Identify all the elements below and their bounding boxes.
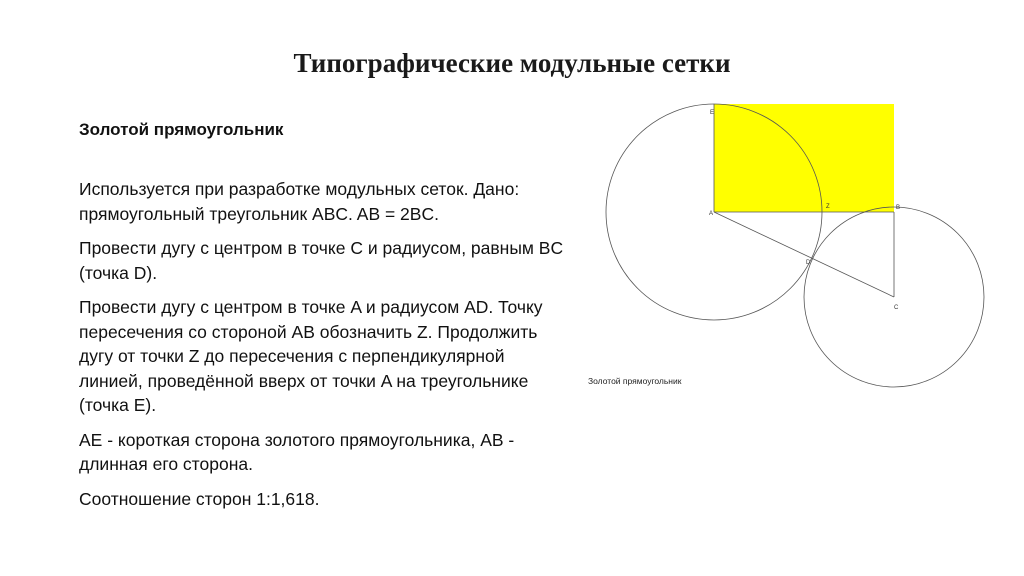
paragraph-sides: AE - короткая сторона золотого прямоугольника, AB - длинная его сторона. — [79, 429, 515, 474]
label-point-a: A — [709, 211, 714, 217]
paragraph-step-d: Провести дугу с центром в точке С и радиусом, равным BC (точка D). — [79, 238, 564, 283]
slide-title: Типографические модульные сетки — [293, 48, 731, 78]
golden-rectangle-diagram — [575, 95, 1005, 395]
label-point-e: E — [710, 110, 715, 116]
label-point-z: Z — [826, 204, 830, 210]
label-point-c: C — [894, 305, 899, 311]
label-point-d: D — [806, 260, 811, 266]
label-point-b: B — [896, 205, 901, 211]
figure-caption: Золотой прямоугольник — [588, 376, 682, 386]
golden-rectangle-fill — [714, 104, 894, 212]
paragraph-ratio: Соотношение сторон 1:1,618. — [79, 488, 320, 509]
paragraph-step-z-e: Провести дугу с центром в точке A и радиусом AD. Точку пересечения со стороной AB обозначить Z. Продолжить дугу от точки Z до пересечения с перпендикулярной линией, проведённой вверх от точки A на треугольнике (точка E). — [79, 297, 543, 415]
body-text — [79, 177, 564, 521]
section-subtitle: Золотой прямоугольник — [79, 120, 284, 139]
paragraph-given: Используется при разработке модульных сеток. Дано: прямоугольный треугольник ABC. AB = 2BC. — [79, 179, 520, 224]
hypotenuse-ac — [714, 212, 894, 297]
